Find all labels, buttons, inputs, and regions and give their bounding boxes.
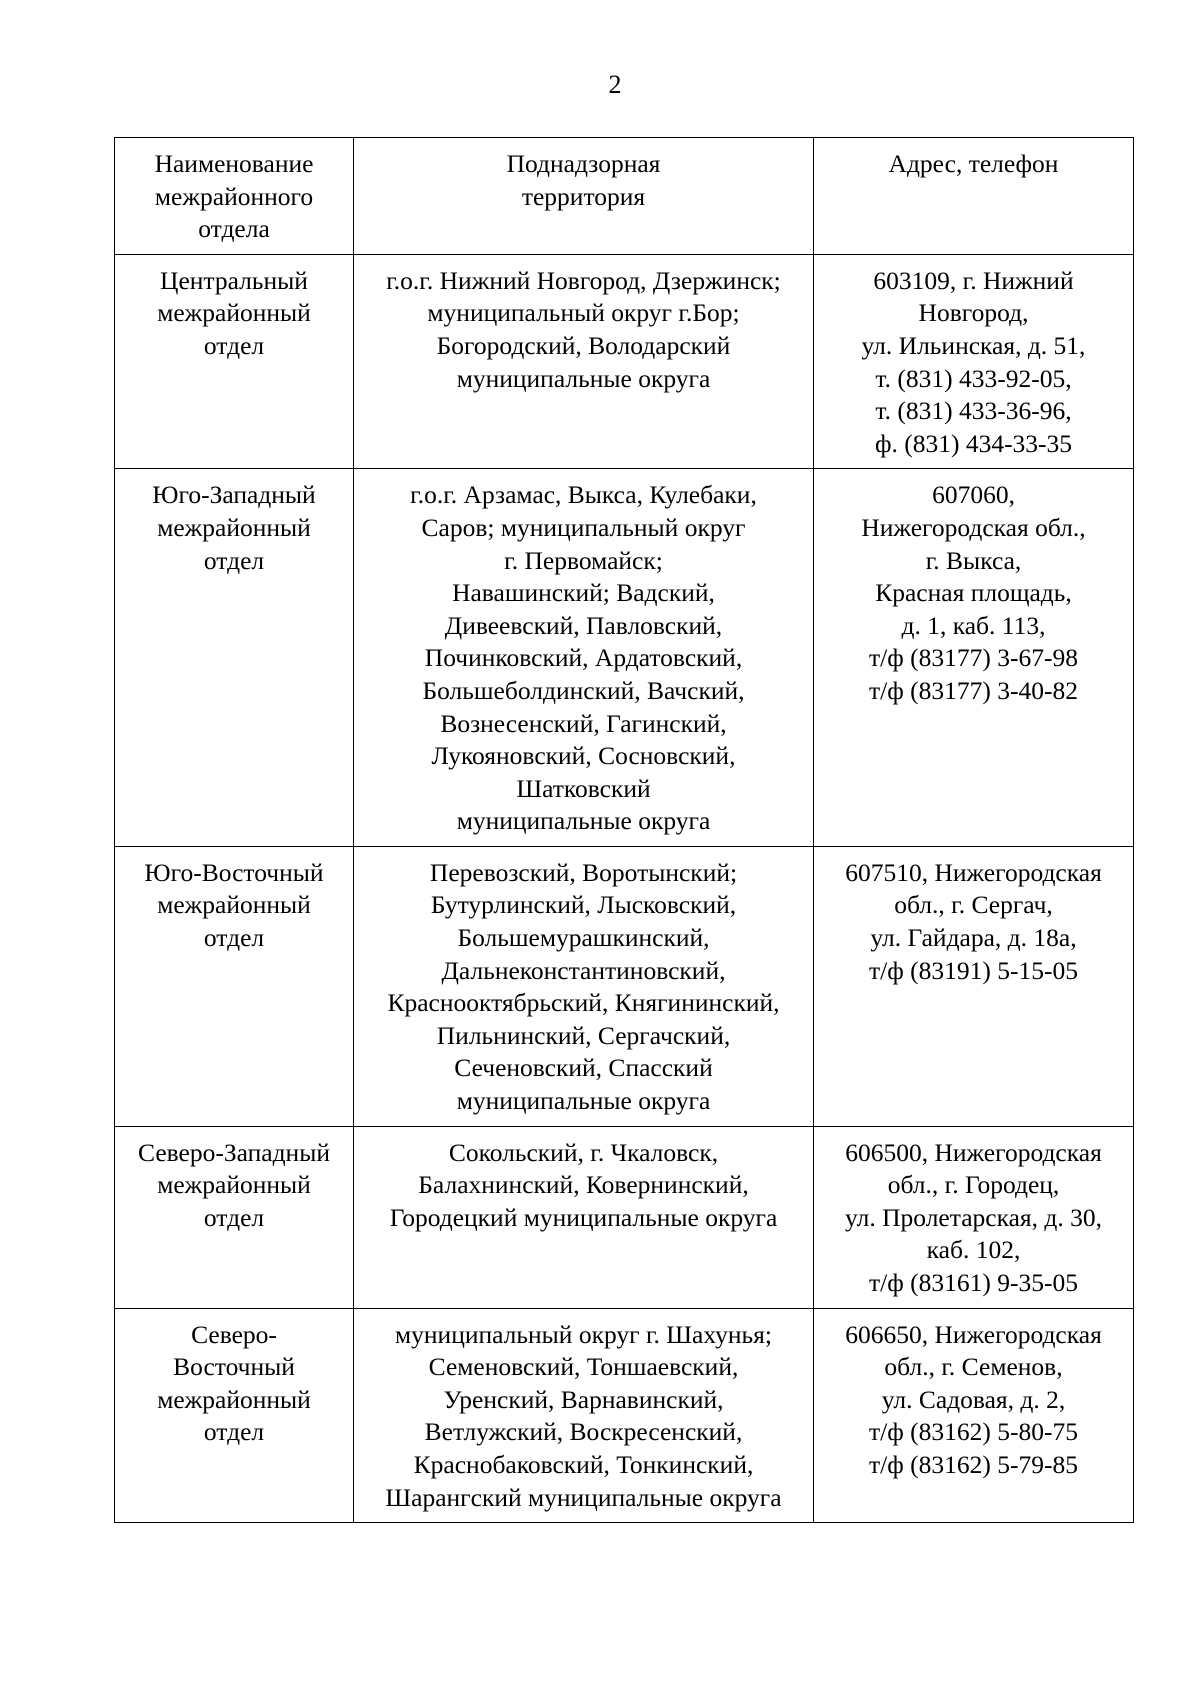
cell-text-line: г. Первомайск;	[504, 545, 663, 575]
cell-text-line: Уренский, Варнавинский,	[443, 1384, 724, 1414]
cell-text-line: Перевозский, Воротынский;	[429, 857, 738, 887]
cell-text-line: 607510, Нижегородская	[845, 857, 1102, 887]
territory-cell	[354, 1126, 814, 1308]
cell-text-line: 607060,	[932, 480, 1015, 510]
table-row	[115, 254, 1134, 469]
cell-text-line: Северо-	[191, 1319, 277, 1349]
cell-text-line: обл., г. Семенов,	[884, 1352, 1063, 1382]
cell-text-line: Семеновский, Тоншаевский,	[428, 1352, 739, 1382]
cell-text-line: 603109, г. Нижний	[873, 265, 1074, 295]
cell-text-line: обл., г. Городец,	[887, 1170, 1060, 1200]
cell-text-line: Балахнинский, Ковернинский,	[418, 1170, 749, 1200]
cell-text-line: ул. Садовая, д. 2,	[881, 1384, 1066, 1414]
cell-text-line: Городецкий муниципальные округа	[389, 1202, 778, 1232]
cell-text-line: ф. (831) 434-33-35	[874, 428, 1073, 458]
table-row	[115, 469, 1134, 847]
cell-text-line: Юго-Западный	[152, 480, 316, 510]
cell-text-line: Северо-Западный	[138, 1137, 330, 1167]
address-cell	[814, 1308, 1134, 1523]
cell-text-line: каб. 102,	[926, 1235, 1021, 1265]
cell-text-line: Лукояновский, Сосновский,	[431, 741, 736, 771]
cell-text-line: Саров; муниципальный округ	[421, 512, 746, 542]
cell-text-line: т. (831) 433-36-96,	[875, 396, 1072, 426]
cell-text-line: отдел	[203, 1202, 265, 1232]
cell-text-line: Поднадзорная	[506, 149, 661, 178]
cell-text-line: ул. Ильинская, д. 51,	[861, 330, 1086, 360]
cell-text-line: отдела	[198, 214, 270, 244]
cell-text-line: Починковский, Ардатовский,	[424, 643, 743, 673]
cell-text-line: территория	[521, 181, 646, 211]
cell-text-line: Бутурлинский, Лысковский,	[430, 890, 737, 920]
cell-text-line: отдел	[203, 330, 265, 360]
cell-text-line: т/ф (83161) 9-35-05	[869, 1268, 1078, 1297]
table-row	[115, 1126, 1134, 1308]
cell-text-line: межрайонного	[154, 181, 314, 211]
cell-text-line: т/ф (83177) 3-67-98	[869, 643, 1078, 673]
header-territory	[354, 138, 814, 255]
cell-text-line: Красная площадь,	[875, 578, 1072, 608]
cell-text-line: Сеченовский, Спасский	[454, 1053, 713, 1083]
cell-text-line: муниципальные округа	[456, 363, 711, 393]
cell-text-line: межрайонный	[157, 890, 311, 920]
cell-text-line: Нижегородская обл.,	[861, 512, 1086, 542]
cell-text-line: межрайонный	[157, 512, 311, 542]
cell-text-line: муниципальный округ г. Шахунья;	[395, 1319, 772, 1349]
cell-text-line: Наименование	[154, 149, 314, 178]
cell-text-line: Краснооктябрьский, Княгининский,	[387, 988, 780, 1018]
cell-text-line: т. (831) 433-92-05,	[875, 363, 1072, 393]
address-cell	[814, 254, 1134, 469]
header-address-phone	[814, 138, 1134, 255]
cell-text-line: Большемурашкинский,	[457, 923, 710, 953]
cell-text-line: межрайонный	[157, 298, 311, 328]
cell-text-line: ул. Гайдара, д. 18а,	[870, 923, 1077, 953]
territory-cell	[354, 469, 814, 847]
table-row	[115, 846, 1134, 1126]
cell-text-line: отдел	[203, 545, 265, 575]
cell-text-line: т/ф (83177) 3-40-82	[869, 675, 1078, 705]
address-cell	[814, 1126, 1134, 1308]
office-name-cell	[115, 1126, 354, 1308]
cell-text-line: ул. Пролетарская, д. 30,	[845, 1202, 1102, 1232]
office-name-cell	[115, 1308, 354, 1523]
table-header-row	[115, 138, 1134, 255]
cell-text-line: отдел	[203, 1417, 265, 1447]
cell-text-line: г. Выкса,	[925, 545, 1022, 575]
cell-text-line: Дальнеконстантиновский,	[441, 955, 726, 985]
cell-text-line: Адрес, телефон	[888, 149, 1059, 178]
cell-text-line: Сокольский, г. Чкаловск,	[448, 1137, 719, 1167]
cell-text-line: Богородский, Володарский	[436, 330, 731, 360]
territory-cell	[354, 846, 814, 1126]
district-offices-table	[114, 137, 1134, 1523]
cell-text-line: Ветлужский, Воскресенский,	[424, 1417, 743, 1447]
office-name-cell	[115, 254, 354, 469]
cell-text-line: Дивеевский, Павловский,	[444, 610, 723, 640]
cell-text-line: Шатковский	[516, 773, 651, 803]
cell-text-line: 606650, Нижегородская	[845, 1319, 1102, 1349]
cell-text-line: Навашинский; Вадский,	[452, 578, 715, 608]
cell-text-line: межрайонный	[157, 1170, 311, 1200]
cell-text-line: г.о.г. Нижний Новгород, Дзержинск;	[386, 265, 781, 295]
office-name-cell	[115, 469, 354, 847]
cell-text-line: Вознесенский, Гагинский,	[440, 708, 727, 738]
address-cell	[814, 846, 1134, 1126]
cell-text-line: 606500, Нижегородская	[845, 1137, 1102, 1167]
table-row	[115, 1308, 1134, 1523]
cell-text-line: г.о.г. Арзамас, Выкса, Кулебаки,	[410, 480, 757, 510]
cell-text-line: д. 1, каб. 113,	[901, 610, 1046, 640]
cell-text-line: межрайонный	[157, 1384, 311, 1414]
territory-cell	[354, 1308, 814, 1523]
cell-text-line: муниципальные округа	[456, 1086, 711, 1116]
office-name-cell	[115, 846, 354, 1126]
cell-text-line: отдел	[203, 923, 265, 953]
cell-text-line: обл., г. Сергач,	[894, 890, 1053, 920]
cell-text-line: Новгород,	[918, 298, 1029, 328]
cell-text-line: Большеболдинский, Вачский,	[422, 675, 745, 705]
cell-text-line: муниципальный округ г.Бор;	[427, 298, 740, 328]
address-cell	[814, 469, 1134, 847]
cell-text-line: Краснобаковский, Тонкинский,	[413, 1449, 754, 1479]
header-office-name	[115, 138, 354, 255]
cell-text-line: Центральный	[160, 265, 308, 295]
cell-text-line: Восточный	[173, 1352, 295, 1382]
cell-text-line: т/ф (83162) 5-79-85	[869, 1449, 1078, 1479]
cell-text-line: Юго-Восточный	[144, 857, 324, 887]
cell-text-line: Пильнинский, Сергачский,	[436, 1020, 731, 1050]
territory-cell	[354, 254, 814, 469]
cell-text-line: т/ф (83191) 5-15-05	[869, 955, 1078, 985]
cell-text-line: Шарангский муниципальные округа	[385, 1482, 782, 1512]
cell-text-line: муниципальные округа	[456, 806, 711, 836]
cell-text-line: т/ф (83162) 5-80-75	[869, 1417, 1078, 1447]
page-number: 2	[608, 70, 622, 99]
